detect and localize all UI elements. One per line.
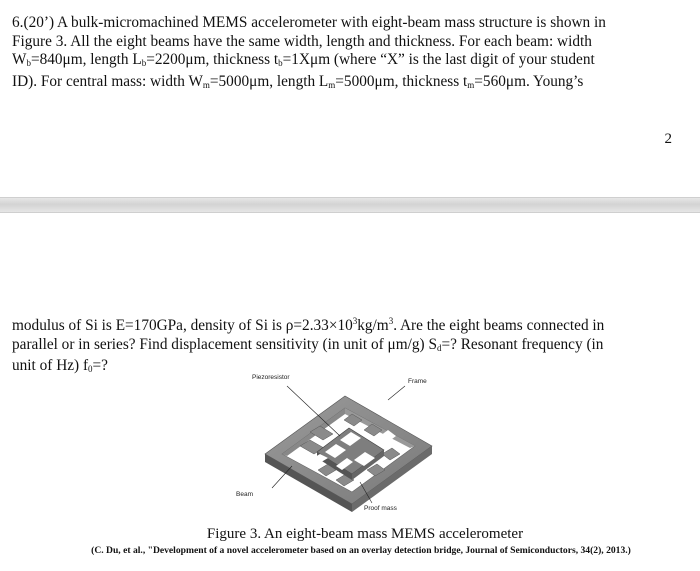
text-line: parallel or in series? Find displacement sensitivity (in unit of μm/g) $S_d=$? Resonant frequency (in bbox=[12, 335, 604, 353]
problem-paragraph-part2 bbox=[12, 312, 672, 379]
problem-paragraph-part1 bbox=[12, 14, 672, 94]
frame-label: Frame bbox=[408, 378, 427, 385]
proof-mass-label: Proof mass bbox=[364, 505, 397, 512]
page-number: 2 bbox=[664, 131, 672, 147]
piezoresistor-label: Piezoresistor bbox=[252, 374, 290, 381]
accelerometer-figure bbox=[232, 370, 472, 520]
text-line: modulus of Si is E=170GPa, density of Si is $\rho=2.33\times 10^3kg/m^3$. Are the eight beams connected in bbox=[12, 316, 605, 334]
text-line: ID). For central mass: width $W_m=5000\mu m$, length $L_m=5000\mu m$, thickness $t_m=560\mu m$. Young’s bbox=[12, 72, 584, 90]
text-line: $W_b=840\mu m$, length $L_b=2200\mu m$, thickness $t_b=1X\mu m$ (where “X” is the last digit of your student bbox=[12, 51, 595, 69]
text-line: unit of Hz) $f_0=$? bbox=[12, 357, 108, 375]
beam-label: Beam bbox=[236, 491, 253, 498]
page-break-divider bbox=[0, 197, 700, 213]
text-line: 6.(20’) A bulk-micromachined MEMS accelerometer with eight-beam mass structure is shown in bbox=[12, 14, 606, 31]
figure-caption: Figure 3. An eight-beam mass MEMS accelerometer bbox=[206, 526, 524, 542]
accelerometer-diagram bbox=[232, 370, 472, 520]
text-line: Figure 3. All the eight beams have the same width, length and thickness. For each beam: width bbox=[12, 32, 592, 50]
figure-reference: (C. Du, et al., "Development of a novel accelerometer based on an overlay detection bridge, Journal of Semiconductors, 34(2), 2013.) bbox=[91, 545, 631, 556]
page-top-section bbox=[0, 0, 700, 196]
